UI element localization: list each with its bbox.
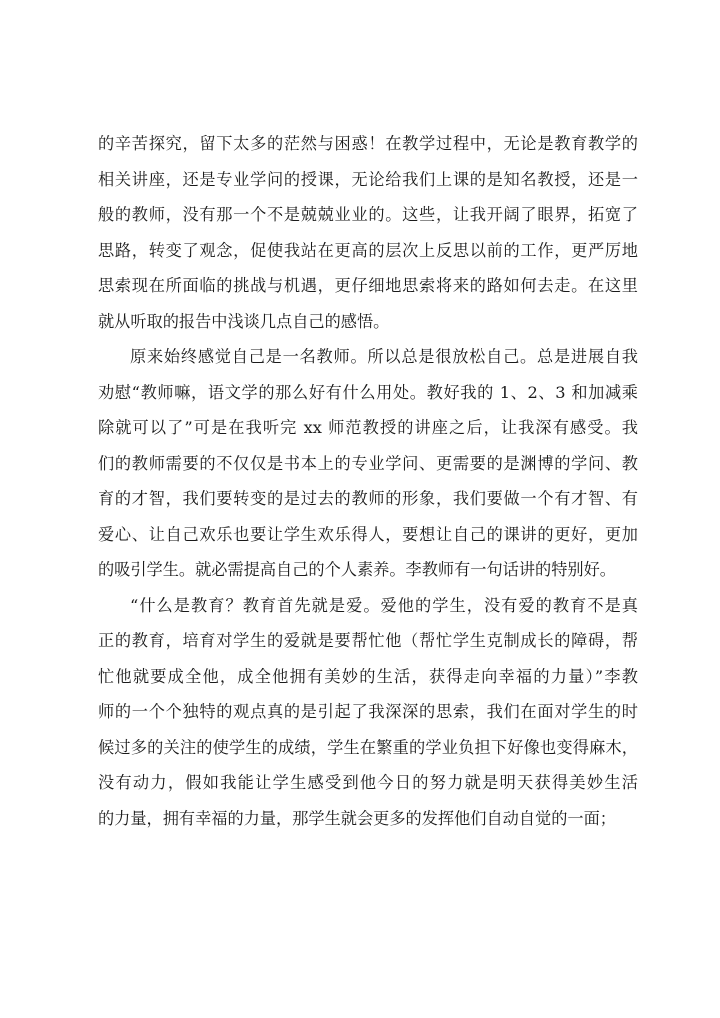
paragraph-line: 相关讲座，还是专业学问的授课，无论给我们上课的是知名教授，还是一 (98, 169, 638, 189)
paragraph-line: 除就可以了”可是在我听完 xx 师范教授的讲座之后，让我深有感受。我 (98, 418, 638, 437)
paragraph-line: 正的教育，培育对学生的爱就是要帮忙他（帮忙学生克制成长的障碍，帮 (98, 631, 638, 650)
paragraph-line: 没有动力，假如我能让学生感受到他今日的努力就是明天获得美妙生活 (98, 773, 638, 792)
paragraph-line: 思路，转变了观念，促使我站在更高的层次上反思以前的工作，更严厉地 (98, 240, 638, 260)
paragraph-line: 育的才智，我们要转变的是过去的教师的形象，我们要做一个有才智、有 (98, 489, 638, 508)
paragraph-line: 忙他就要成全他，成全他拥有美妙的生活，获得走向幸福的力量）”李教 (98, 666, 638, 686)
paragraph-line: 的辛苦探究，留下太多的茫然与困惑！在教学过程中，无论是教育教学的 (98, 134, 638, 153)
paragraph-line: 般的教师，没有那一个不是兢兢业业的。这些，让我开阔了眼界，拓宽了 (98, 205, 638, 224)
paragraph-line: 候过多的关注的使学生的成绩，学生在繁重的学业负担下好像也变得麻木， (98, 737, 638, 757)
paragraph-2 (98, 339, 638, 588)
paragraph-line: “什么是教育？教育首先就是爱。爱他的学生，没有爱的教育不是真 (130, 595, 638, 615)
paragraph-line: 爱心、让自己欢乐也要让学生欢乐得人，要想让自己的课讲的更好，更加 (98, 524, 638, 544)
paragraph-line: 思索现在所面临的挑战与机遇，更仔细地思索将来的路如何去走。在这里 (98, 276, 638, 295)
paragraph-line: 劝慰“教师嘛，语文学的那么好有什么用处。教好我的 1、2、3 和加减乘 (98, 382, 638, 402)
paragraph-1 (98, 126, 638, 339)
paragraph-line: 就从听取的报告中浅谈几点自己的感悟。 (98, 311, 390, 331)
paragraph-line: 师的一个个独特的观点真的是引起了我深深的思索，我们在面对学生的时 (98, 702, 638, 721)
paragraph-line: 的力量，拥有幸福的力量，那学生就会更多的发挥他们自动自觉的一面； (98, 808, 616, 828)
document-body (98, 126, 638, 836)
paragraph-3 (98, 588, 638, 837)
paragraph-line: 的吸引学生。就必需提高自己的个人素养。李教师有一句话讲的特别好。 (98, 560, 616, 579)
paragraph-line: 们的教师需要的不仅仅是书本上的专业学问、更需要的是渊博的学问、教 (98, 453, 638, 473)
paragraph-line: 原来始终感觉自己是一名教师。所以总是很放松自己。总是进展自我 (130, 347, 638, 366)
